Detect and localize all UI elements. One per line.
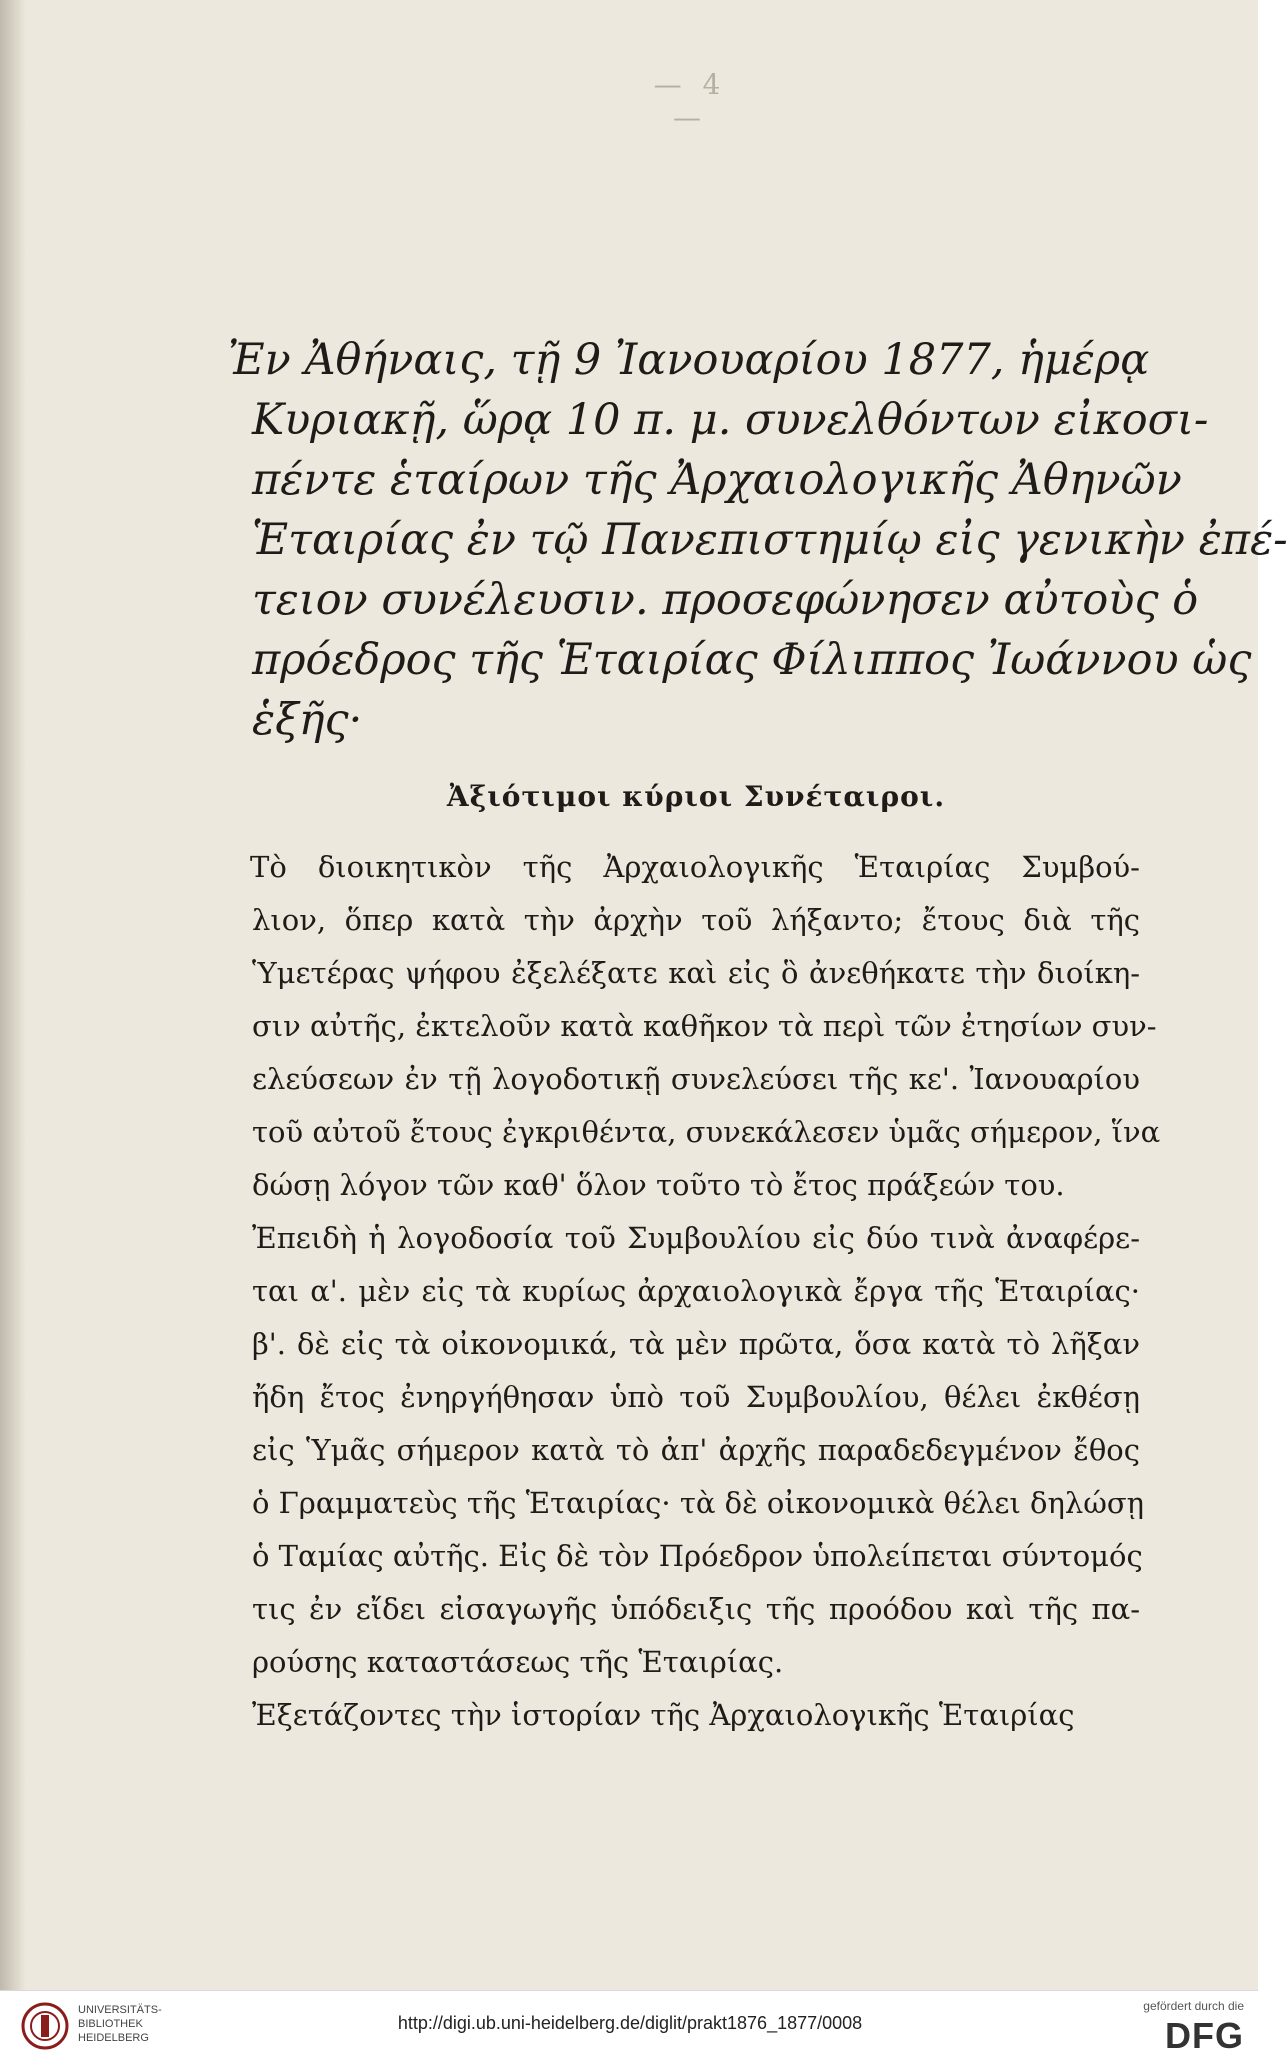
body-line: ελεύσεων ἐν τῇ λογοδοτικῇ συνελεύσει τῆς κε'. Ἰανουαρίου: [252, 1062, 1140, 1096]
library-name-line: HEIDELBERG: [78, 2032, 149, 2044]
body-line: λιον, ὅπερ κατὰ τὴν ἀρχὴν τοῦ λήξαντο; ἔτους διὰ τῆς: [252, 903, 1140, 937]
body-line: Τὸ διοικητικὸν τῆς Ἀρχαιολογικῆς Ἑταιρίας Συμβού-: [250, 850, 1140, 884]
intro-line: ἑξῆς·: [252, 695, 363, 745]
intro-line: Κυριακῇ, ὥρᾳ 10 π. μ. συνελθόντων εἰκοσι-: [252, 395, 1209, 445]
page-text: [228, 330, 1288, 1742]
body-line: Ἐπειδὴ ἡ λογοδοσία τοῦ Συμβουλίου εἰς δύο τινὰ ἀναφέρε-: [252, 1221, 1140, 1255]
intro-line: τειον συνέλευσιν. προσεφώνησεν αὐτοὺς ὁ: [252, 575, 1199, 625]
body-line: β'. δὲ εἰς τὰ οἰκονομικά, τὰ μὲν πρῶτα, ὅσα κατὰ τὸ λῆξαν: [252, 1327, 1140, 1361]
body-line: σιν αὐτῆς, ἐκτελοῦν κατὰ καθῆκον τὰ περὶ τῶν ἐτησίων συν-: [252, 1009, 1157, 1043]
body-paragraph: [250, 841, 1161, 1742]
funding-note: gefördert durch die: [1143, 1999, 1244, 2013]
library-name: [78, 2003, 162, 2045]
viewer-footer: [0, 1990, 1258, 2059]
salutation-heading: Ἀξιότιμοι κύριοι Συνέταιροι.: [446, 780, 946, 813]
body-line: ὁ Γραμματεὺς τῆς Ἑταιρίας· τὰ δὲ οἰκονομικὰ θέλει δηλώσῃ: [252, 1486, 1145, 1520]
permalink-url[interactable]: http://digi.ub.uni-heidelberg.de/diglit/prakt1876_1877/0008: [397, 2013, 863, 2033]
intro-line: πέντε ἑταίρων τῆς Ἀρχαιολογικῆς Ἀθηνῶν: [252, 455, 1182, 505]
intro-line: πρόεδρος τῆς Ἑταιρίας Φίλιππος Ἰωάννου ὡς: [252, 635, 1252, 685]
library-name-line: UNIVERSITÄTS-: [78, 2004, 162, 2016]
body-line: τοῦ αὐτοῦ ἔτους ἐγκριθέντα, συνεκάλεσεν ὑμᾶς σήμερον, ἵνα: [252, 1115, 1161, 1149]
body-line: τις ἐν εἴδει εἰσαγωγῆς ὑπόδειξις τῆς προόδου καὶ τῆς πα-: [252, 1592, 1140, 1626]
page-edge-shadow: [0, 0, 26, 1990]
body-line: δώσῃ λόγον τῶν καθ' ὅλον τοῦτο τὸ ἔτος πράξεών του.: [252, 1168, 1065, 1202]
body-line: ἤδη ἔτος ἐνηργήθησαν ὑπὸ τοῦ Συμβουλίου, θέλει ἐκθέσῃ: [252, 1380, 1140, 1414]
body-line: εἰς Ὑμᾶς σήμερον κατὰ τὸ ἀπ' ἀρχῆς παραδεδεγμένον ἔθος: [252, 1433, 1140, 1467]
page-number: — 4 —: [653, 68, 727, 134]
intro-paragraph: [228, 330, 1288, 750]
body-line: ται α'. μὲν εἰς τὰ κυρίως ἀρχαιολογικὰ ἔργα τῆς Ἑταιρίας·: [252, 1274, 1140, 1308]
intro-line: Ἑταιρίας ἐν τῷ Πανεπιστημίῳ εἰς γενικὴν ἐπέ-: [252, 515, 1288, 565]
university-seal-icon: [20, 2001, 70, 2051]
intro-line: Ἐν Ἀθήναις, τῇ 9 Ἰανουαρίου 1877, ἡμέρᾳ: [228, 335, 1150, 385]
body-line: ρούσης καταστάσεως τῆς Ἑταιρίας.: [252, 1645, 784, 1679]
body-line: Ὑμετέρας ψήφου ἐξελέξατε καὶ εἰς ὃ ἀνεθήκατε τὴν διοίκη-: [252, 956, 1140, 990]
body-line: Ἐξετάζοντες τὴν ἱστορίαν τῆς Ἀρχαιολογικῆς Ἑταιρίας: [252, 1698, 1075, 1732]
body-line: ὁ Ταμίας αὐτῆς. Εἰς δὲ τὸν Πρόεδρον ὑπολείπεται σύντομός: [252, 1539, 1143, 1573]
library-name-line: BIBLIOTHEK: [78, 2018, 143, 2030]
dfg-logo: DFG: [1165, 2015, 1244, 2056]
